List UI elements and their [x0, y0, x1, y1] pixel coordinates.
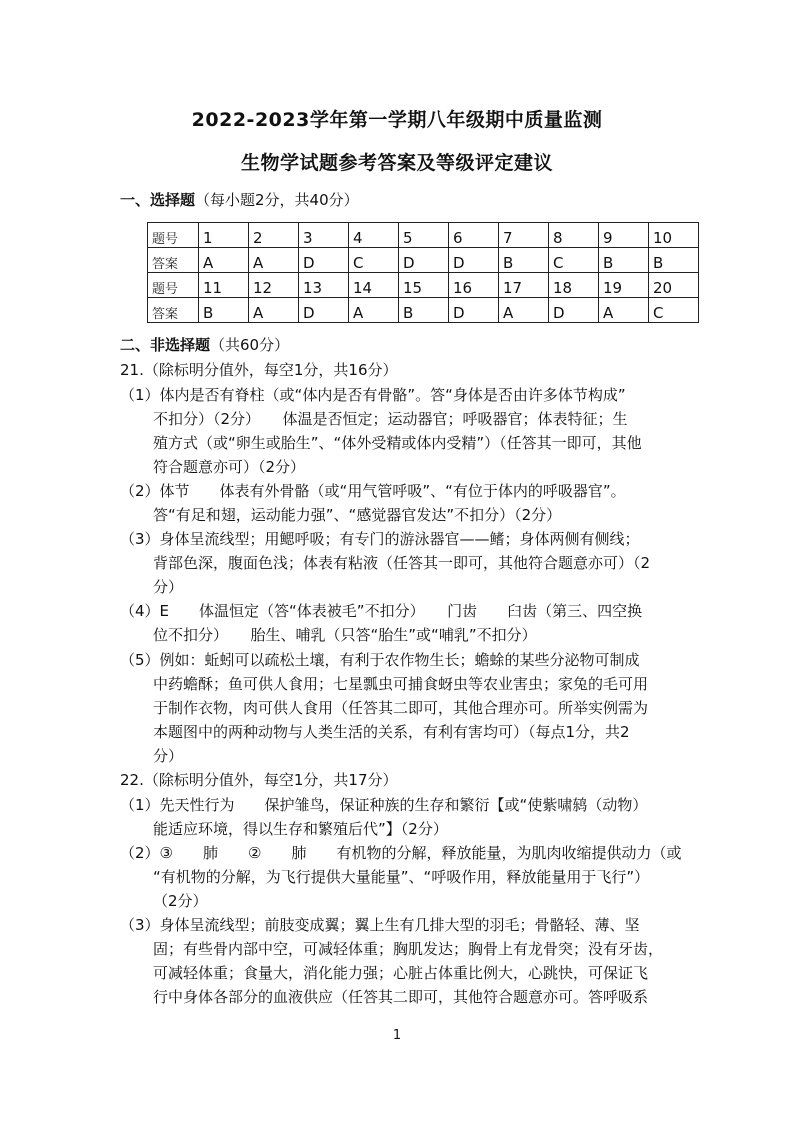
table-cell: C — [549, 248, 599, 273]
answer-line: （2）体节 体表有外骨骼（或“用气管呼吸”、“有位于体内的呼吸器官”。 — [120, 482, 626, 500]
table-cell: 6 — [449, 223, 499, 248]
answer-line: 位不扣分） 胎生、哺乳（只答“胎生”或“哺乳”不扣分） — [153, 626, 537, 644]
answer-line: 中药蟾酥；鱼可供人食用；七星瓢虫可捕食蚜虫等农业害虫；家兔的毛可用 — [153, 675, 649, 693]
section1-heading — [120, 190, 359, 210]
table-cell: 16 — [449, 273, 499, 298]
row-label: 答案 — [148, 248, 199, 273]
table-cell: 17 — [499, 273, 549, 298]
table-cell: D — [299, 298, 349, 323]
table-cell: D — [299, 248, 349, 273]
answer-line: （3）身体呈流线型；用鳃呼吸；有专门的游泳器官——鳍；身体两侧有侧线； — [120, 530, 640, 548]
table-cell: A — [599, 298, 649, 323]
row-label: 答案 — [148, 298, 199, 323]
table-cell: A — [499, 298, 549, 323]
table-cell: 10 — [649, 223, 699, 248]
table-cell: B — [649, 248, 699, 273]
table-row — [148, 248, 699, 273]
table-cell: 2 — [249, 223, 299, 248]
answer-line: 符合题意亦可）（2分） — [153, 458, 306, 476]
table-cell: 18 — [549, 273, 599, 298]
answer-line: 殖方式（或“卵生或胎生”、“体外受精或体内受精”）（任答其一即可，其他 — [153, 434, 642, 452]
question-22-header: 22.（除标明分值外，每空1分，共17分） — [120, 771, 398, 789]
section1-note: （每小题2分，共40分） — [195, 191, 359, 209]
answer-line: （2）③ 肺 ② 肺 有机物的分解，释放能量，为肌肉收缩提供动力（或 — [120, 844, 682, 862]
table-cell: D — [449, 298, 499, 323]
answer-line: 于制作衣物，肉可供人食用（任答其二即可，其他合理亦可。所举实例需为 — [153, 699, 649, 717]
answer-line: 分） — [153, 578, 184, 596]
table-cell: B — [599, 248, 649, 273]
table-cell: 12 — [249, 273, 299, 298]
table-cell: D — [549, 298, 599, 323]
answer-line: 可减轻体重；食量大，消化能力强；心脏占体重比例大，心跳快，可保证飞 — [153, 964, 649, 982]
table-cell: D — [449, 248, 499, 273]
section1-title: 一、选择题 — [120, 191, 196, 209]
table-cell: 15 — [399, 273, 449, 298]
table-cell: C — [349, 248, 399, 273]
table-cell: 11 — [199, 273, 249, 298]
section2-note: （共60分） — [210, 336, 290, 354]
page-number: 1 — [392, 1028, 402, 1043]
table-cell: 9 — [599, 223, 649, 248]
answer-line: 分） — [153, 747, 184, 765]
page-subtitle: 生物学试题参考答案及等级评定建议 — [240, 152, 553, 174]
row-label: 题号 — [148, 273, 199, 298]
table-cell: A — [199, 248, 249, 273]
section2-title: 二、非选择题 — [120, 336, 211, 354]
answer-line: 固；有些骨内部中空，可减轻体重；胸肌发达；胸骨上有龙骨突；没有牙齿， — [153, 940, 664, 958]
answer-line: 行中身体各部分的血液供应（任答其二即可，其他符合题意亦可。答呼吸系 — [153, 988, 649, 1006]
table-row — [148, 223, 699, 248]
table-cell: 8 — [549, 223, 599, 248]
answer-line: （2分） — [153, 892, 208, 910]
answer-line: 能适应环境，得以生存和繁殖后代”】（2分） — [153, 820, 448, 838]
table-cell: A — [349, 298, 399, 323]
answer-table — [147, 222, 699, 323]
table-cell: 4 — [349, 223, 399, 248]
answer-line: 不扣分）（2分） 体温是否恒定；运动器官；呼吸器官；体表特征；生 — [153, 410, 628, 428]
table-row — [148, 298, 699, 323]
section2-heading — [120, 335, 289, 355]
table-cell: 5 — [399, 223, 449, 248]
table-row — [148, 273, 699, 298]
table-cell: 14 — [349, 273, 399, 298]
table-cell: B — [199, 298, 249, 323]
answer-line: （3）身体呈流线型；前肢变成翼；翼上生有几排大型的羽毛；骨骼轻、薄、坚 — [120, 916, 640, 934]
table-cell: A — [249, 298, 299, 323]
answer-line: 背部色深，腹面色浅；体表有粘液（任答其一即可，其他符合题意亦可）（2 — [153, 554, 651, 572]
table-cell: 20 — [649, 273, 699, 298]
answer-line: （4）E 体温恒定（答“体表被毛”不扣分） 门齿 臼齿（第三、四空换 — [120, 602, 643, 620]
table-cell: 19 — [599, 273, 649, 298]
answer-line: （1）先天性行为 保护雏鸟，保证种族的生存和繁衍【或“使紫啸鸫（动物） — [120, 796, 648, 814]
table-cell: C — [649, 298, 699, 323]
answer-line: “有机物的分解，为飞行提供大量能量”、“呼吸作用，释放能量用于飞行”） — [153, 868, 650, 886]
table-cell: 13 — [299, 273, 349, 298]
table-cell: 1 — [199, 223, 249, 248]
answer-line: 答“有足和翅，运动能力强”、“感觉器官发达”不扣分）（2分） — [153, 506, 562, 524]
question-21-header: 21.（除标明分值外，每空1分，共16分） — [120, 361, 398, 379]
answer-line: 本题图中的两种动物与人类生活的关系，有利有害均可）（每点1分，共2 — [153, 723, 630, 741]
table-cell: A — [249, 248, 299, 273]
table-cell: B — [499, 248, 549, 273]
row-label: 题号 — [148, 223, 199, 248]
page-title: 2022-2023学年第一学期八年级期中质量监测 — [191, 109, 603, 131]
answer-line: （1）体内是否有脊柱（或“体内是否有骨骼”。答“身体是否由许多体节构成” — [120, 386, 626, 404]
table-cell: 7 — [499, 223, 549, 248]
table-cell: D — [399, 248, 449, 273]
table-cell: B — [399, 298, 449, 323]
answer-line: （5）例如：蚯蚓可以疏松土壤，有利于农作物生长；蟾蜍的某些分泌物可制成 — [120, 651, 640, 669]
table-cell: 3 — [299, 223, 349, 248]
